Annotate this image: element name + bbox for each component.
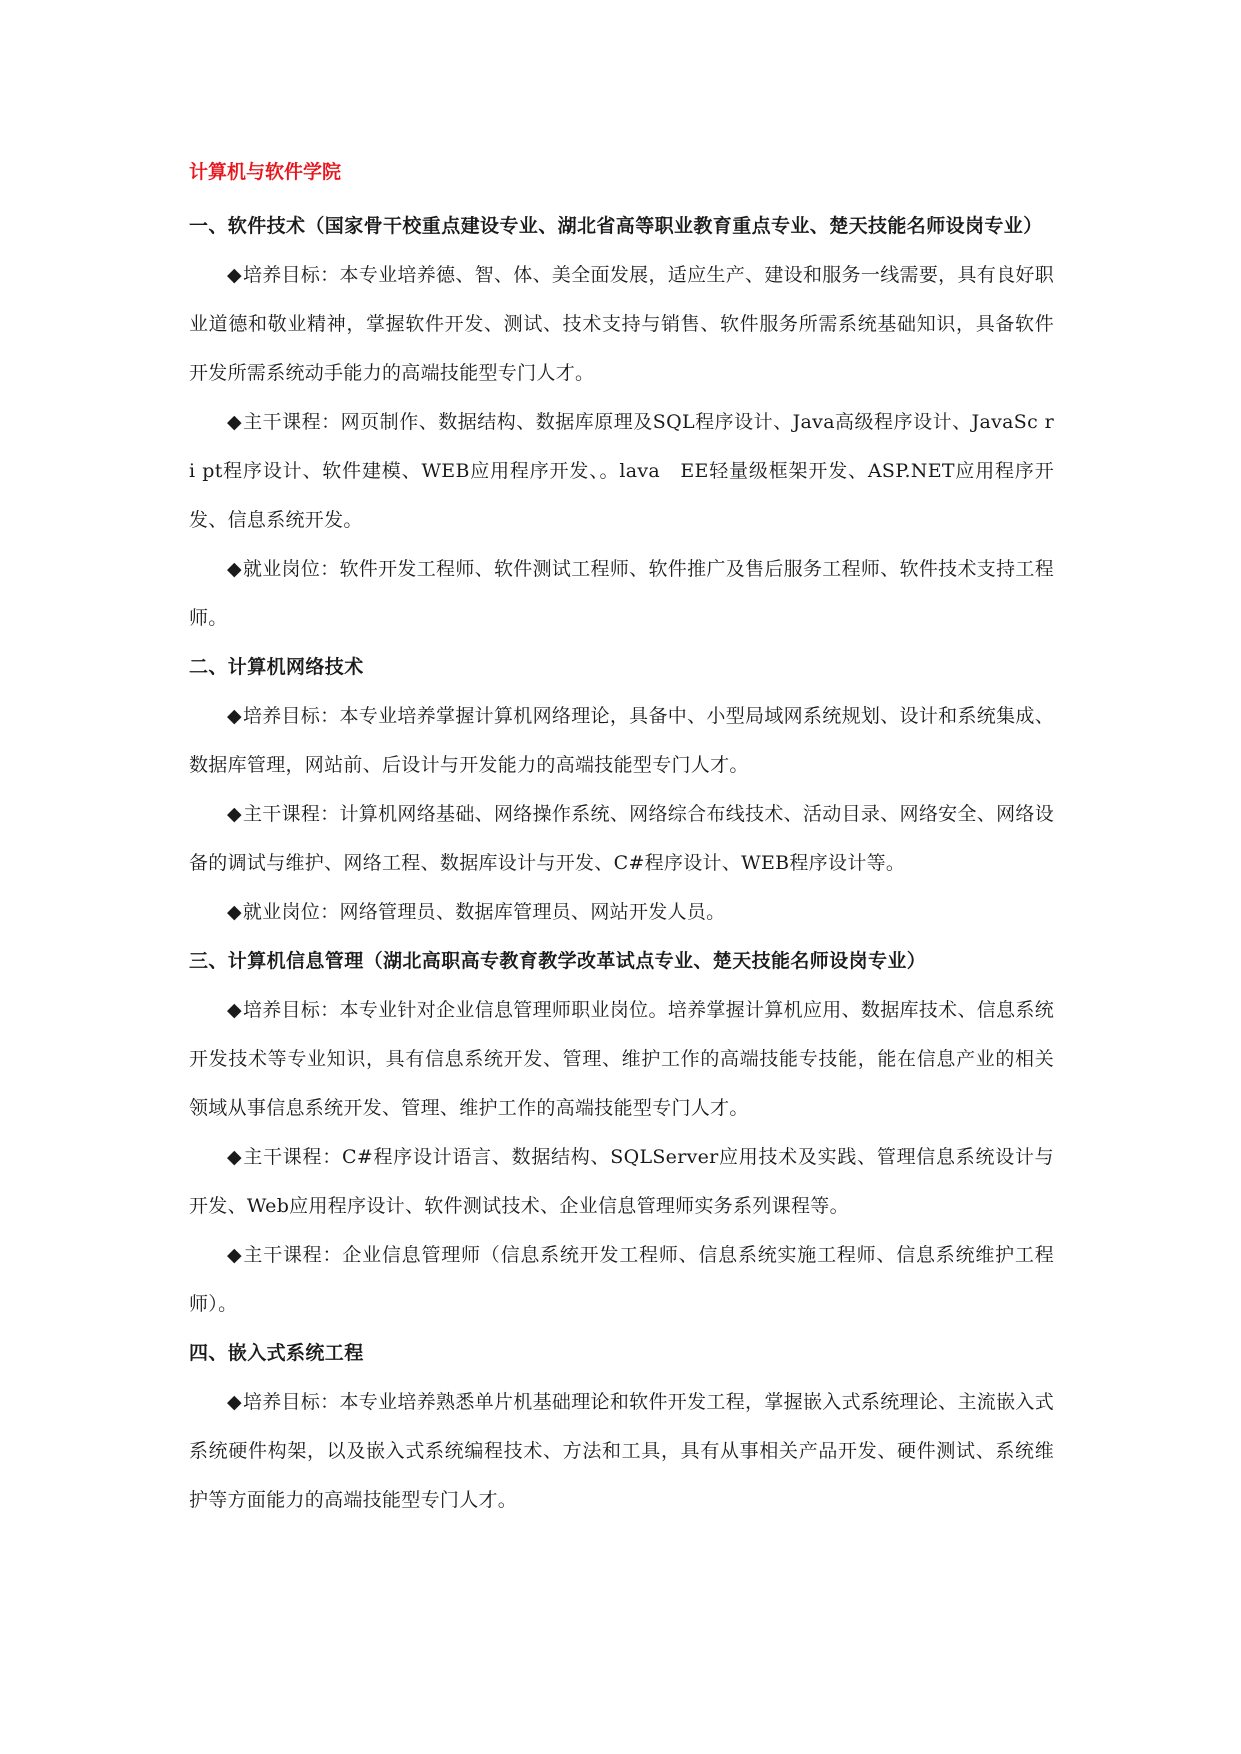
item-text: 企业信息管理师（信息系统开发工程师、信息系统实施工程师、信息系统维护工程师）。 [189,1244,1054,1315]
bullet-diamond-icon: ◆ [227,705,242,727]
college-title: 计算机与软件学院 [189,161,342,183]
document-page [189,158,1054,1525]
item-label: 培养目标： [242,705,340,727]
section-title: 一、软件技术（国家骨干校重点建设专业、湖北省高等职业教育重点专业、楚天技能名师设岗专业） [189,215,1043,237]
employment-positions [189,545,1054,643]
bullet-diamond-icon: ◆ [227,411,243,433]
item-text: 网页制作、数据结构、数据库原理及SQL程序设计、Java高级程序设计、JavaSc r i pt程序设计、软件建模、WEB应用程序开发、。lava EE轻量级框架开发、ASP.NET应用程序开发、信息系统开发。 [189,411,1054,531]
core-courses [189,398,1054,545]
section-information-management [189,937,1054,1329]
item-text: 本专业针对企业信息管理师职业岗位。培养掌握计算机应用、数据库技术、信息系统开发技术等专业知识，具有信息系统开发、管理、维护工作的高端技能专技能，能在信息产业的相关领域从事信息系统开发、管理、维护工作的高端技能型专门人才。 [189,999,1054,1119]
item-text: 网络管理员、数据库管理员、网站开发人员。 [339,901,726,923]
training-goal [189,251,1054,398]
item-label: 培养目标： [242,264,340,286]
bullet-diamond-icon: ◆ [227,1146,243,1168]
employment-positions [189,888,1054,937]
item-text: C#程序设计语言、数据结构、SQLServer应用技术及实践、管理信息系统设计与开发、Web应用程序设计、软件测试技术、企业信息管理师实务系列课程等。 [189,1146,1054,1217]
bullet-diamond-icon: ◆ [227,1244,243,1266]
item-label: 主干课程： [242,803,340,825]
bullet-diamond-icon: ◆ [227,803,242,825]
item-label: 培养目标： [242,1391,340,1413]
bullet-diamond-icon: ◆ [227,901,242,923]
training-goal [189,986,1054,1133]
training-goal [189,692,1054,790]
item-label: 就业岗位： [242,558,340,580]
item-label: 培养目标： [242,999,340,1021]
bullet-diamond-icon: ◆ [227,558,242,580]
item-label: 主干课程： [243,411,341,433]
item-text: 计算机网络基础、网络操作系统、网络综合布线技术、活动目录、网络安全、网络设备的调试与维护、网络工程、数据库设计与开发、C#程序设计、WEB程序设计等。 [189,803,1054,874]
section-software-technology [189,202,1054,643]
item-label: 主干课程： [243,1146,342,1168]
core-courses-positions [189,1231,1054,1329]
item-text: 本专业培养掌握计算机网络理论，具备中、小型局域网系统规划、设计和系统集成、数据库管理，网站前、后设计与开发能力的高端技能型专门人才。 [189,705,1054,776]
item-text: 本专业培养德、智、体、美全面发展，适应生产、建设和服务一线需要，具有良好职业道德和敬业精神，掌握软件开发、测试、技术支持与销售、软件服务所需系统基础知识，具备软件开发所需系统动手能力的高端技能型专门人才。 [189,264,1054,384]
section-title: 二、计算机网络技术 [189,656,364,678]
section-embedded-systems [189,1329,1054,1525]
section-title: 四、嵌入式系统工程 [189,1342,364,1364]
bullet-diamond-icon: ◆ [227,264,242,286]
section-network-technology [189,643,1054,937]
item-text: 软件开发工程师、软件测试工程师、软件推广及售后服务工程师、软件技术支持工程师。 [189,558,1054,629]
item-label: 就业岗位： [242,901,340,923]
bullet-diamond-icon: ◆ [227,999,242,1021]
training-goal [189,1378,1054,1525]
item-label: 主干课程： [243,1244,343,1266]
item-text: 本专业培养熟悉单片机基础理论和软件开发工程，掌握嵌入式系统理论、主流嵌入式系统硬件构架，以及嵌入式系统编程技术、方法和工具，具有从事相关产品开发、硬件测试、系统维护等方面能力的高端技能型专门人才。 [189,1391,1054,1511]
core-courses [189,1133,1054,1231]
core-courses [189,790,1054,888]
section-title: 三、计算机信息管理（湖北高职高专教育教学改革试点专业、楚天技能名师设岗专业） [189,950,927,972]
bullet-diamond-icon: ◆ [227,1391,242,1413]
